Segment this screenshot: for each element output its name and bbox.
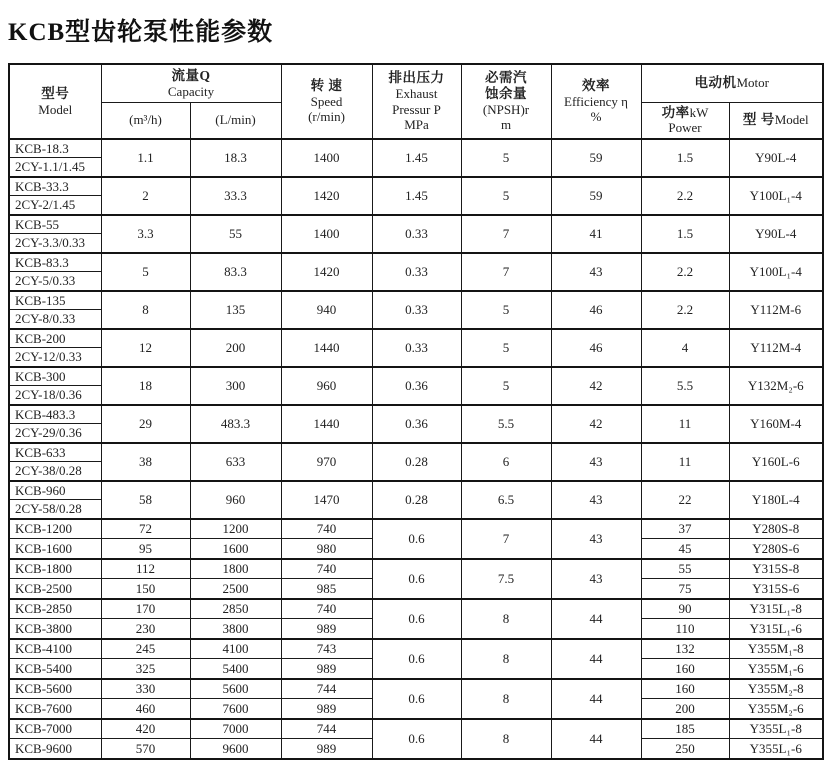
model-cell: 2CY-5/0.33 bbox=[9, 272, 101, 291]
motor-cell: Y160M-4 bbox=[729, 405, 823, 443]
power-cell: 55 bbox=[641, 559, 729, 579]
power-cell: 75 bbox=[641, 579, 729, 599]
motor-cell: Y355L₁-8 bbox=[729, 719, 823, 739]
lmin-cell: 55 bbox=[190, 215, 281, 253]
capacity-lmin-unit: (L/min) bbox=[215, 112, 256, 128]
pressure-cell: 0.6 bbox=[372, 679, 461, 719]
col-header-speed-zh: 转 速 bbox=[310, 78, 343, 94]
speed-cell: 1440 bbox=[281, 329, 372, 367]
pump-row bbox=[9, 599, 823, 619]
lmin-cell: 135 bbox=[190, 291, 281, 329]
speed-cell: 980 bbox=[281, 539, 372, 559]
lmin-cell: 300 bbox=[190, 367, 281, 405]
motor-cell: Y280S-8 bbox=[729, 519, 823, 539]
power-cell: 2.2 bbox=[641, 253, 729, 291]
npsh-cell: 8 bbox=[461, 599, 551, 639]
speed-cell: 1400 bbox=[281, 215, 372, 253]
lmin-cell: 483.3 bbox=[190, 405, 281, 443]
col-header-capacity-zh: 流量Q bbox=[171, 67, 211, 83]
power-cell: 5.5 bbox=[641, 367, 729, 405]
power-cell: 1.5 bbox=[641, 139, 729, 177]
motor-cell: Y180L-4 bbox=[729, 481, 823, 519]
npsh-cell: 7 bbox=[461, 519, 551, 559]
m3h-cell: 330 bbox=[101, 679, 190, 699]
power-cell: 2.2 bbox=[641, 291, 729, 329]
npsh-cell: 8 bbox=[461, 639, 551, 679]
power-cell: 185 bbox=[641, 719, 729, 739]
col-header-efficiency-zh: 效率 bbox=[582, 78, 610, 94]
lmin-cell: 4100 bbox=[190, 639, 281, 659]
npsh-cell: 5 bbox=[461, 177, 551, 215]
col-header-npsh-en: (NPSH)r bbox=[482, 101, 530, 117]
motor-model-zh: 型 号 bbox=[742, 112, 775, 128]
power-cell: 45 bbox=[641, 539, 729, 559]
lmin-cell: 83.3 bbox=[190, 253, 281, 291]
motor-cell: Y355M₂-6 bbox=[729, 699, 823, 719]
pressure-cell: 0.33 bbox=[372, 215, 461, 253]
col-header-pressure-zh: 排出压力 bbox=[388, 70, 445, 86]
model-cell: 2CY-18/0.36 bbox=[9, 386, 101, 405]
col-header-speed-unit: (r/min) bbox=[308, 109, 345, 125]
efficiency-cell: 44 bbox=[551, 639, 641, 679]
model-cell: KCB-1200 bbox=[9, 519, 101, 539]
col-header-speed-en: Speed bbox=[310, 94, 343, 109]
lmin-cell: 1200 bbox=[190, 519, 281, 539]
col-header-motor-model bbox=[729, 102, 823, 139]
m3h-cell: 230 bbox=[101, 619, 190, 639]
model-cell: KCB-4100 bbox=[9, 639, 101, 659]
m3h-cell: 12 bbox=[101, 329, 190, 367]
motor-cell: Y355M₁-8 bbox=[729, 639, 823, 659]
motor-cell: Y355L₁-6 bbox=[729, 739, 823, 759]
npsh-cell: 5 bbox=[461, 291, 551, 329]
efficiency-cell: 41 bbox=[551, 215, 641, 253]
m3h-cell: 1.1 bbox=[101, 139, 190, 177]
efficiency-cell: 43 bbox=[551, 443, 641, 481]
pump-row bbox=[9, 719, 823, 739]
pump-row bbox=[9, 481, 823, 500]
m3h-cell: 325 bbox=[101, 659, 190, 679]
col-header-pressure-unit: MPa bbox=[404, 117, 429, 132]
col-header-pressure bbox=[372, 64, 461, 139]
model-cell: KCB-5600 bbox=[9, 679, 101, 699]
power-cell: 2.2 bbox=[641, 177, 729, 215]
col-header-npsh-unit: m bbox=[500, 117, 512, 133]
model-cell: 2CY-58/0.28 bbox=[9, 500, 101, 519]
m3h-cell: 2 bbox=[101, 177, 190, 215]
efficiency-cell: 42 bbox=[551, 405, 641, 443]
table-body bbox=[9, 139, 823, 759]
m3h-cell: 112 bbox=[101, 559, 190, 579]
efficiency-cell: 46 bbox=[551, 329, 641, 367]
npsh-cell: 5 bbox=[461, 139, 551, 177]
power-cell: 160 bbox=[641, 679, 729, 699]
pressure-cell: 0.6 bbox=[372, 599, 461, 639]
lmin-cell: 2500 bbox=[190, 579, 281, 599]
m3h-cell: 18 bbox=[101, 367, 190, 405]
pressure-cell: 0.6 bbox=[372, 719, 461, 759]
pressure-cell: 0.6 bbox=[372, 519, 461, 559]
npsh-cell: 7 bbox=[461, 253, 551, 291]
model-cell: KCB-9600 bbox=[9, 739, 101, 759]
speed-cell: 970 bbox=[281, 443, 372, 481]
col-header-capacity bbox=[101, 64, 281, 102]
speed-cell: 740 bbox=[281, 559, 372, 579]
npsh-cell: 5 bbox=[461, 367, 551, 405]
speed-cell: 1470 bbox=[281, 481, 372, 519]
lmin-cell: 3800 bbox=[190, 619, 281, 639]
lmin-cell: 2850 bbox=[190, 599, 281, 619]
power-cell: 4 bbox=[641, 329, 729, 367]
efficiency-cell: 44 bbox=[551, 719, 641, 759]
model-cell: KCB-33.3 bbox=[9, 177, 101, 196]
speed-cell: 1400 bbox=[281, 139, 372, 177]
model-cell: KCB-200 bbox=[9, 329, 101, 348]
model-cell: KCB-135 bbox=[9, 291, 101, 310]
model-cell: KCB-83.3 bbox=[9, 253, 101, 272]
motor-cell: Y112M-6 bbox=[729, 291, 823, 329]
npsh-cell: 7.5 bbox=[461, 559, 551, 599]
model-cell: 2CY-2/1.45 bbox=[9, 196, 101, 215]
model-cell: KCB-483.3 bbox=[9, 405, 101, 424]
power-cell: 160 bbox=[641, 659, 729, 679]
pump-row bbox=[9, 405, 823, 424]
pressure-cell: 0.28 bbox=[372, 481, 461, 519]
lmin-cell: 5600 bbox=[190, 679, 281, 699]
speed-cell: 740 bbox=[281, 599, 372, 619]
col-header-model bbox=[9, 64, 101, 139]
pump-row bbox=[9, 639, 823, 659]
motor-cell: Y315L₁-8 bbox=[729, 599, 823, 619]
lmin-cell: 7600 bbox=[190, 699, 281, 719]
power-cell: 22 bbox=[641, 481, 729, 519]
npsh-cell: 6 bbox=[461, 443, 551, 481]
motor-cell: Y90L-4 bbox=[729, 139, 823, 177]
m3h-cell: 150 bbox=[101, 579, 190, 599]
m3h-cell: 5 bbox=[101, 253, 190, 291]
col-header-efficiency-en: Efficiency η bbox=[564, 94, 628, 109]
pressure-cell: 0.33 bbox=[372, 329, 461, 367]
motor-cell: Y315S-8 bbox=[729, 559, 823, 579]
power-cell: 37 bbox=[641, 519, 729, 539]
model-cell: KCB-5400 bbox=[9, 659, 101, 679]
model-cell: KCB-1800 bbox=[9, 559, 101, 579]
pump-row bbox=[9, 679, 823, 699]
speed-cell: 989 bbox=[281, 699, 372, 719]
m3h-cell: 8 bbox=[101, 291, 190, 329]
pressure-cell: 0.33 bbox=[372, 291, 461, 329]
pump-row bbox=[9, 559, 823, 579]
pressure-cell: 0.28 bbox=[372, 443, 461, 481]
motor-cell: Y355M₁-6 bbox=[729, 659, 823, 679]
model-cell: KCB-55 bbox=[9, 215, 101, 234]
m3h-cell: 460 bbox=[101, 699, 190, 719]
model-cell: 2CY-1.1/1.45 bbox=[9, 158, 101, 177]
col-header-motor-power bbox=[641, 102, 729, 139]
speed-cell: 744 bbox=[281, 679, 372, 699]
motor-cell: Y132M₂-6 bbox=[729, 367, 823, 405]
pressure-cell: 0.6 bbox=[372, 559, 461, 599]
col-header-efficiency-unit: % bbox=[590, 109, 602, 125]
col-header-model-en: Model bbox=[38, 101, 73, 117]
efficiency-cell: 43 bbox=[551, 519, 641, 559]
col-header-speed bbox=[281, 64, 372, 139]
pump-parameters-table bbox=[8, 63, 824, 760]
npsh-cell: 6.5 bbox=[461, 481, 551, 519]
efficiency-cell: 59 bbox=[551, 177, 641, 215]
m3h-cell: 29 bbox=[101, 405, 190, 443]
efficiency-cell: 42 bbox=[551, 367, 641, 405]
lmin-cell: 1800 bbox=[190, 559, 281, 579]
motor-cell: Y355M₂-8 bbox=[729, 679, 823, 699]
efficiency-cell: 43 bbox=[551, 253, 641, 291]
col-header-capacity-lmin bbox=[190, 102, 281, 139]
m3h-cell: 58 bbox=[101, 481, 190, 519]
speed-cell: 989 bbox=[281, 739, 372, 759]
col-header-capacity-m3h bbox=[101, 102, 190, 139]
efficiency-cell: 44 bbox=[551, 599, 641, 639]
col-header-npsh bbox=[461, 64, 551, 139]
pressure-cell: 0.6 bbox=[372, 639, 461, 679]
pump-row bbox=[9, 215, 823, 234]
npsh-cell: 5.5 bbox=[461, 405, 551, 443]
pump-row bbox=[9, 291, 823, 310]
pressure-cell: 1.45 bbox=[372, 139, 461, 177]
npsh-cell: 5 bbox=[461, 329, 551, 367]
pump-row bbox=[9, 443, 823, 462]
lmin-cell: 18.3 bbox=[190, 139, 281, 177]
model-cell: KCB-7600 bbox=[9, 699, 101, 719]
lmin-cell: 9600 bbox=[190, 739, 281, 759]
model-cell: 2CY-8/0.33 bbox=[9, 310, 101, 329]
m3h-cell: 570 bbox=[101, 739, 190, 759]
model-cell: KCB-2500 bbox=[9, 579, 101, 599]
power-cell: 110 bbox=[641, 619, 729, 639]
speed-cell: 989 bbox=[281, 659, 372, 679]
motor-cell: Y112M-4 bbox=[729, 329, 823, 367]
efficiency-cell: 43 bbox=[551, 481, 641, 519]
pump-row bbox=[9, 253, 823, 272]
speed-cell: 985 bbox=[281, 579, 372, 599]
motor-cell: Y280S-6 bbox=[729, 539, 823, 559]
pressure-cell: 0.36 bbox=[372, 367, 461, 405]
lmin-cell: 1600 bbox=[190, 539, 281, 559]
npsh-cell: 8 bbox=[461, 679, 551, 719]
m3h-cell: 3.3 bbox=[101, 215, 190, 253]
page-title: KCB型齿轮泵性能参数 bbox=[8, 19, 274, 46]
speed-cell: 743 bbox=[281, 639, 372, 659]
lmin-cell: 633 bbox=[190, 443, 281, 481]
lmin-cell: 960 bbox=[190, 481, 281, 519]
col-header-motor-zh: 电动机 bbox=[694, 75, 737, 91]
lmin-cell: 5400 bbox=[190, 659, 281, 679]
col-header-pressure-en1: Exhaust bbox=[395, 86, 438, 102]
model-cell: KCB-7000 bbox=[9, 719, 101, 739]
model-cell: 2CY-3.3/0.33 bbox=[9, 234, 101, 253]
efficiency-cell: 46 bbox=[551, 291, 641, 329]
power-cell: 11 bbox=[641, 443, 729, 481]
npsh-cell: 7 bbox=[461, 215, 551, 253]
motor-cell: Y100L₁-4 bbox=[729, 177, 823, 215]
col-header-pressure-en2: Pressur P bbox=[392, 101, 441, 117]
col-header-capacity-en: Capacity bbox=[167, 83, 215, 99]
motor-cell: Y160L-6 bbox=[729, 443, 823, 481]
pump-row bbox=[9, 139, 823, 158]
efficiency-cell: 59 bbox=[551, 139, 641, 177]
capacity-m3h-unit: (m³/h) bbox=[129, 112, 162, 128]
pump-row bbox=[9, 177, 823, 196]
m3h-cell: 72 bbox=[101, 519, 190, 539]
speed-cell: 744 bbox=[281, 719, 372, 739]
model-cell: 2CY-38/0.28 bbox=[9, 462, 101, 481]
model-cell: KCB-300 bbox=[9, 367, 101, 386]
model-cell: KCB-3800 bbox=[9, 619, 101, 639]
speed-cell: 740 bbox=[281, 519, 372, 539]
m3h-cell: 170 bbox=[101, 599, 190, 619]
pump-row bbox=[9, 367, 823, 386]
lmin-cell: 33.3 bbox=[190, 177, 281, 215]
motor-power-zh: 功率 bbox=[661, 104, 690, 120]
col-header-efficiency bbox=[551, 64, 641, 139]
power-cell: 1.5 bbox=[641, 215, 729, 253]
pressure-cell: 1.45 bbox=[372, 177, 461, 215]
pressure-cell: 0.36 bbox=[372, 405, 461, 443]
power-cell: 250 bbox=[641, 739, 729, 759]
col-header-motor-en: Motor bbox=[736, 75, 769, 91]
power-cell: 200 bbox=[641, 699, 729, 719]
model-cell: KCB-2850 bbox=[9, 599, 101, 619]
lmin-cell: 7000 bbox=[190, 719, 281, 739]
speed-cell: 960 bbox=[281, 367, 372, 405]
m3h-cell: 420 bbox=[101, 719, 190, 739]
efficiency-cell: 44 bbox=[551, 679, 641, 719]
motor-cell: Y100L₁-4 bbox=[729, 253, 823, 291]
speed-cell: 940 bbox=[281, 291, 372, 329]
model-cell: KCB-960 bbox=[9, 481, 101, 500]
motor-cell: Y315S-6 bbox=[729, 579, 823, 599]
model-cell: 2CY-12/0.33 bbox=[9, 348, 101, 367]
m3h-cell: 95 bbox=[101, 539, 190, 559]
motor-power-unit: kW bbox=[689, 104, 709, 120]
m3h-cell: 38 bbox=[101, 443, 190, 481]
motor-model-en: Model bbox=[774, 112, 809, 128]
col-header-npsh-zh1: 必需汽 bbox=[485, 70, 527, 86]
model-cell: KCB-633 bbox=[9, 443, 101, 462]
power-cell: 90 bbox=[641, 599, 729, 619]
speed-cell: 1420 bbox=[281, 177, 372, 215]
power-cell: 11 bbox=[641, 405, 729, 443]
speed-cell: 1440 bbox=[281, 405, 372, 443]
model-cell: KCB-1600 bbox=[9, 539, 101, 559]
pump-row bbox=[9, 329, 823, 348]
npsh-cell: 8 bbox=[461, 719, 551, 759]
speed-cell: 1420 bbox=[281, 253, 372, 291]
col-header-model-zh: 型号 bbox=[41, 85, 70, 101]
motor-power-en: Power bbox=[668, 120, 702, 136]
model-cell: KCB-18.3 bbox=[9, 139, 101, 158]
table-header bbox=[9, 64, 823, 139]
motor-cell: Y90L-4 bbox=[729, 215, 823, 253]
lmin-cell: 200 bbox=[190, 329, 281, 367]
col-header-motor bbox=[641, 64, 823, 102]
model-cell: 2CY-29/0.36 bbox=[9, 424, 101, 443]
speed-cell: 989 bbox=[281, 619, 372, 639]
m3h-cell: 245 bbox=[101, 639, 190, 659]
efficiency-cell: 43 bbox=[551, 559, 641, 599]
pump-row bbox=[9, 519, 823, 539]
motor-cell: Y315L₁-6 bbox=[729, 619, 823, 639]
power-cell: 132 bbox=[641, 639, 729, 659]
col-header-npsh-zh2: 蚀余量 bbox=[485, 86, 527, 102]
pressure-cell: 0.33 bbox=[372, 253, 461, 291]
